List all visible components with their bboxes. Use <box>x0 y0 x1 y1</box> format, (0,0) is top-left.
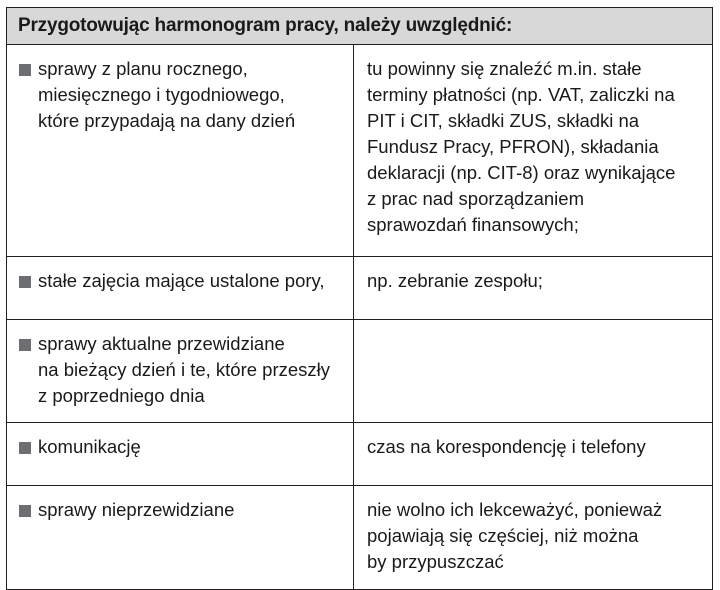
item-cell <box>7 257 354 320</box>
item-text: stałe zajęcia mające ustalone pory, <box>38 270 325 291</box>
item-text: sprawy aktualne przewidziane na bieżący dzień i te, które przeszły z poprzedniego dnia <box>38 333 331 406</box>
table-row <box>7 257 713 320</box>
table-title: Przygotowując harmonogram pracy, należy uwzględnić: <box>7 8 713 45</box>
square-bullet-icon <box>19 505 31 517</box>
item-text: sprawy nieprzewidziane <box>38 499 235 520</box>
item-cell <box>7 423 354 486</box>
table-row <box>7 486 713 590</box>
table-row <box>7 45 713 257</box>
square-bullet-icon <box>19 276 31 288</box>
note-text: czas na korespondencję i telefony <box>367 436 646 457</box>
table-row <box>7 423 713 486</box>
note-cell <box>354 486 713 590</box>
header-row <box>7 8 713 45</box>
note-cell <box>354 257 713 320</box>
square-bullet-icon <box>19 339 31 351</box>
note-text: tu powinny się znaleźć m.in. stałe terminy płatności (np. VAT, zaliczki na PIT i CIT, składki ZUS, składki na Fundusz Pracy, PFRON), składania deklaracji (np. CIT-8) oraz wynikające z prac nad sporządzaniem sprawozdań finansowych; <box>367 58 676 235</box>
note-text: np. zebranie zespołu; <box>367 270 543 291</box>
note-cell <box>354 45 713 257</box>
square-bullet-icon <box>19 64 31 76</box>
note-cell <box>354 423 713 486</box>
item-cell <box>7 45 354 257</box>
note-text: nie wolno ich lekceważyć, ponieważ pojawiają się częściej, niż można by przypuszczać <box>367 499 663 572</box>
square-bullet-icon <box>19 442 31 454</box>
item-cell <box>7 320 354 423</box>
item-cell <box>7 486 354 590</box>
item-text: sprawy z planu rocznego, miesięcznego i tygodniowego, które przypadają na dany dzień <box>38 58 296 131</box>
note-cell <box>354 320 713 423</box>
item-text: komunikację <box>38 436 141 457</box>
schedule-table <box>6 7 713 590</box>
table-row <box>7 320 713 423</box>
